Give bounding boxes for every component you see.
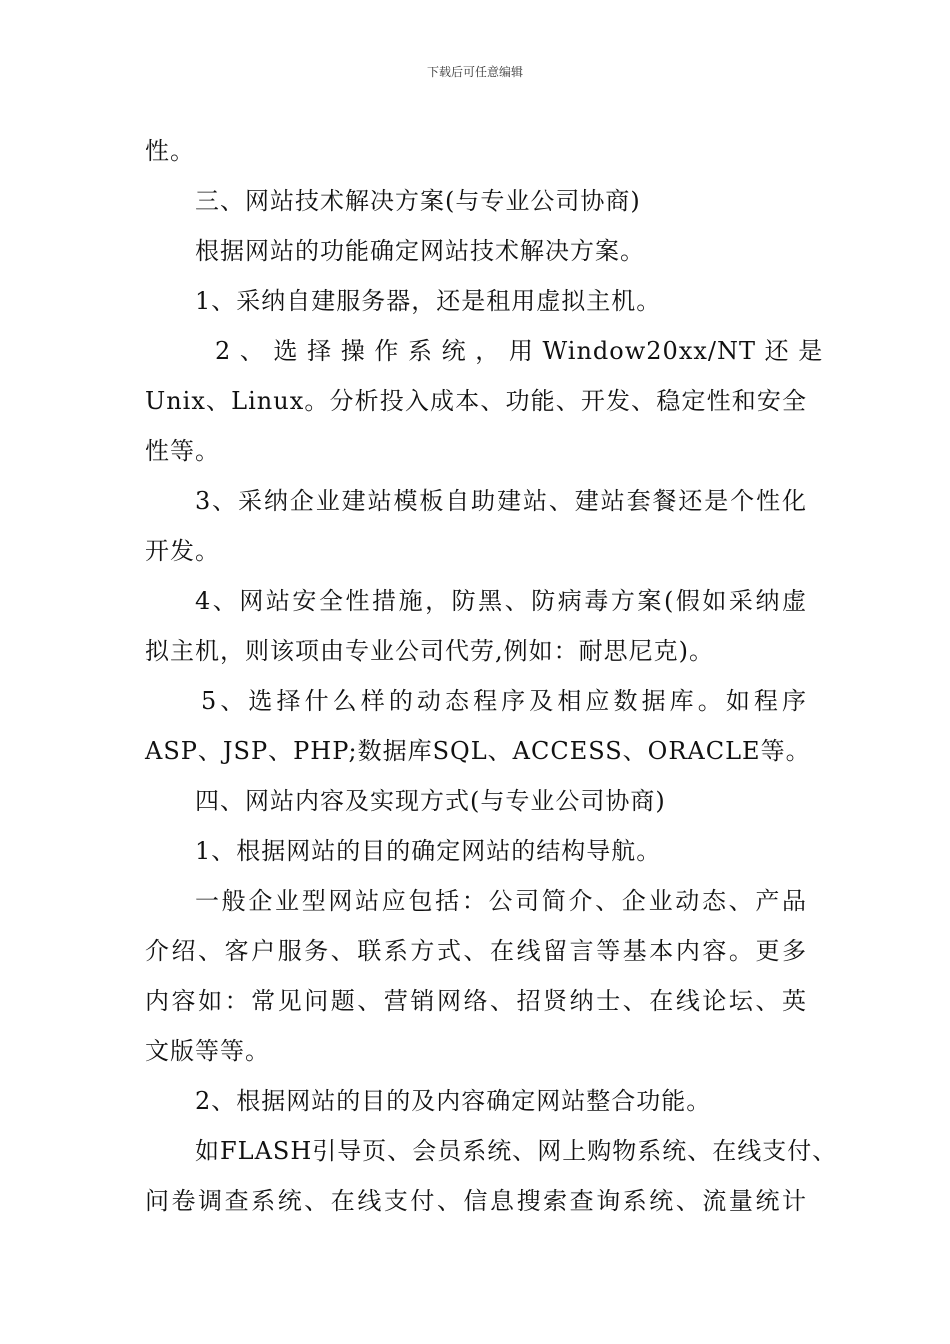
text-line: 2 、 选 择 操 作 系 统 ， 用 Window20xx/NT 还 是 bbox=[215, 337, 824, 365]
section-heading-3 bbox=[145, 176, 807, 226]
list-item-1 bbox=[145, 276, 807, 326]
text-line: 三、网站技术解决方案(与专业公司协商) bbox=[195, 187, 641, 215]
paragraph-continuation bbox=[145, 126, 807, 176]
document-body bbox=[145, 126, 838, 1226]
text-line: 如FLASH引导页、会员系统、网上购物系统、在线支付、 bbox=[195, 1137, 838, 1165]
list-item-3 bbox=[145, 476, 807, 576]
list-item-4 bbox=[145, 576, 807, 676]
text-line: 四、网站内容及实现方式(与专业公司协商) bbox=[195, 787, 666, 815]
page-header: 下载后可任意编辑 bbox=[426, 65, 523, 79]
text-line: 介绍、客户服务、联系方式、在线留言等基本内容。更多 bbox=[145, 937, 807, 965]
text-line: 1、根据网站的目的确定网站的结构导航。 bbox=[195, 837, 662, 865]
text-line: 开发。 bbox=[145, 537, 220, 565]
text-line: 内容如：常见问题、营销网络、招贤纳士、在线论坛、英 bbox=[145, 987, 807, 1015]
text-line: 一般企业型网站应包括：公司简介、企业动态、产品 bbox=[195, 887, 807, 915]
paragraph-features bbox=[145, 1126, 838, 1226]
list-item-2 bbox=[145, 1076, 807, 1126]
list-item-5 bbox=[145, 676, 811, 776]
paragraph-intro bbox=[145, 226, 807, 276]
text-line: 性等。 bbox=[145, 437, 220, 465]
text-line: 根据网站的功能确定网站技术解决方案。 bbox=[195, 237, 645, 265]
text-line: ASP、JSP、PHP;数据库SQL、ACCESS、ORACLE等。 bbox=[145, 737, 811, 765]
text-line: Unix、Linux。分析投入成本、功能、开发、稳定性和安全 bbox=[145, 387, 807, 415]
text-line: 3、采纳企业建站模板自助建站、建站套餐还是个性化 bbox=[195, 487, 807, 515]
section-heading-4 bbox=[145, 776, 807, 826]
paragraph-content bbox=[145, 876, 807, 1076]
text-line: 拟主机，则该项由专业公司代劳,例如：耐思尼克)。 bbox=[145, 637, 714, 665]
text-line: 文版等等。 bbox=[145, 1037, 270, 1065]
text-line: 性。 bbox=[145, 137, 195, 165]
list-item-1 bbox=[145, 826, 807, 876]
text-line: 5、选择什么样的动态程序及相应数据库。如程序 bbox=[201, 687, 807, 715]
text-line: 4、网站安全性措施，防黑、防病毒方案(假如采纳虚 bbox=[195, 587, 807, 615]
text-line: 1、采纳自建服务器，还是租用虚拟主机。 bbox=[195, 287, 662, 315]
list-item-2 bbox=[145, 326, 824, 476]
text-line: 问卷调查系统、在线支付、信息搜索查询系统、流量统计 bbox=[145, 1187, 807, 1215]
text-line: 2、根据网站的目的及内容确定网站整合功能。 bbox=[195, 1087, 712, 1115]
